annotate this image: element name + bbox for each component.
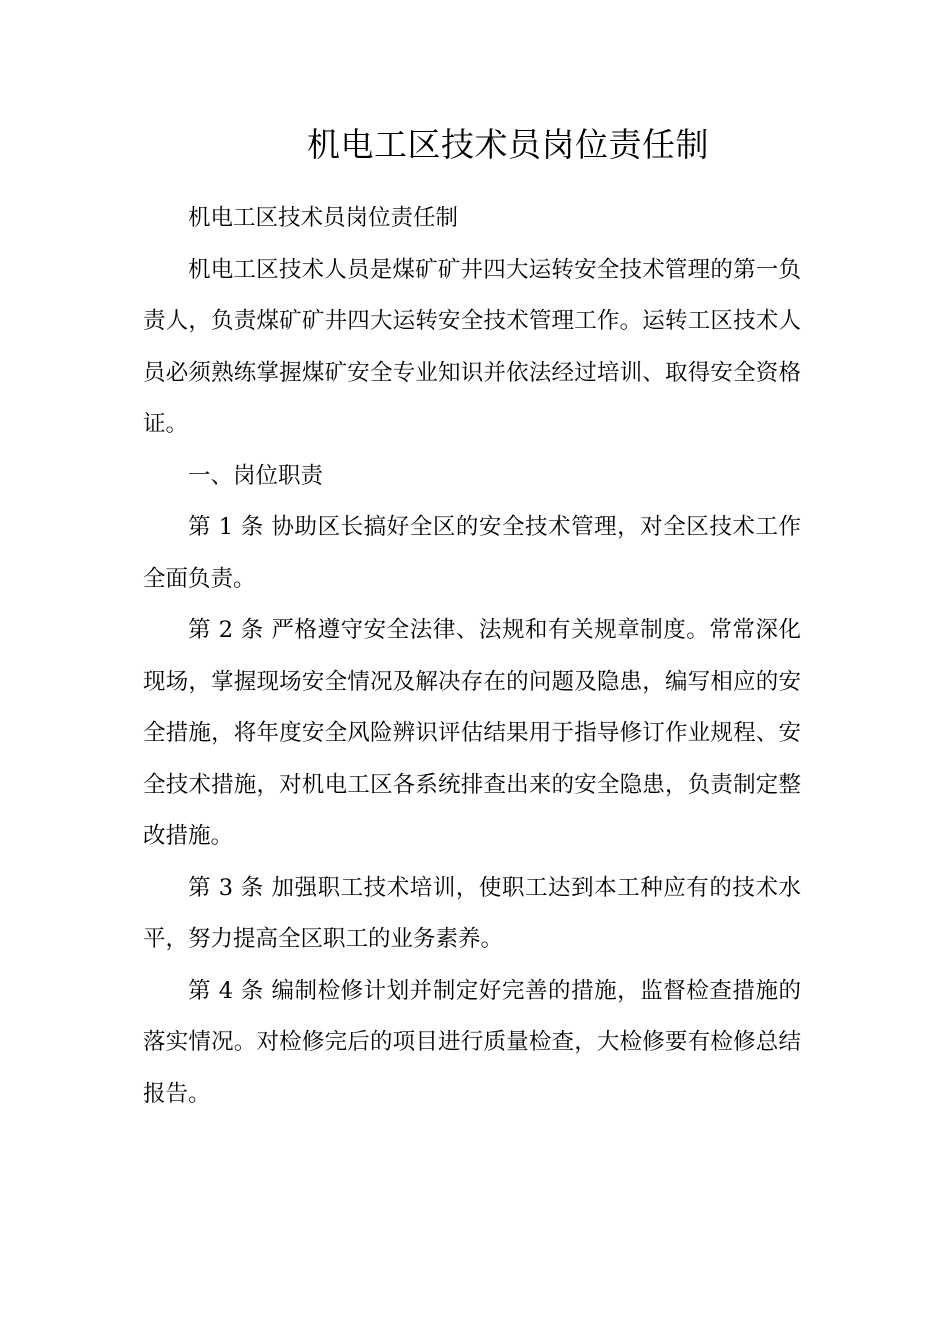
paragraph-subtitle: 机电工区技术员岗位责任制: [188, 205, 459, 231]
paragraph-intro: 机电工区技术人员是煤矿矿井四大运转安全技术管理的第一负责人，负责煤矿矿井四大运转安全技术管理工作。运转工区技术人员必须熟练掌握煤矿安全专业知识并依法经过培训、取得安全资格证。: [143, 256, 801, 437]
document-body: [143, 193, 801, 1120]
paragraph-article-4: 第 4 条 编制检修计划并制定好完善的措施，监督检查措施的落实情况。对检修完后的项目进行质量检查，大检修要有检修总结报告。: [143, 977, 801, 1107]
paragraph-article-1: 第 1 条 协助区长搞好全区的安全技术管理，对全区技术工作全面负责。: [143, 514, 801, 592]
page-title: 机电工区技术员岗位责任制: [307, 125, 709, 164]
paragraph-article-3: 第 3 条 加强职工技术培训，使职工达到本工种应有的技术水平，努力提高全区职工的业务素养。: [143, 874, 801, 952]
section-heading-duties: 一、岗位职责: [188, 462, 324, 489]
paragraph-article-2: 第 2 条 严格遵守安全法律、法规和有关规章制度。常常深化现场，掌握现场安全情况及解决存在的问题及隐患，编写相应的安全措施，将年度安全风险辨识评估结果用于指导修订作业规程、安全技术措施，对机电工区各系统排查出来的安全隐患，负责制定整改措施。: [143, 617, 801, 849]
